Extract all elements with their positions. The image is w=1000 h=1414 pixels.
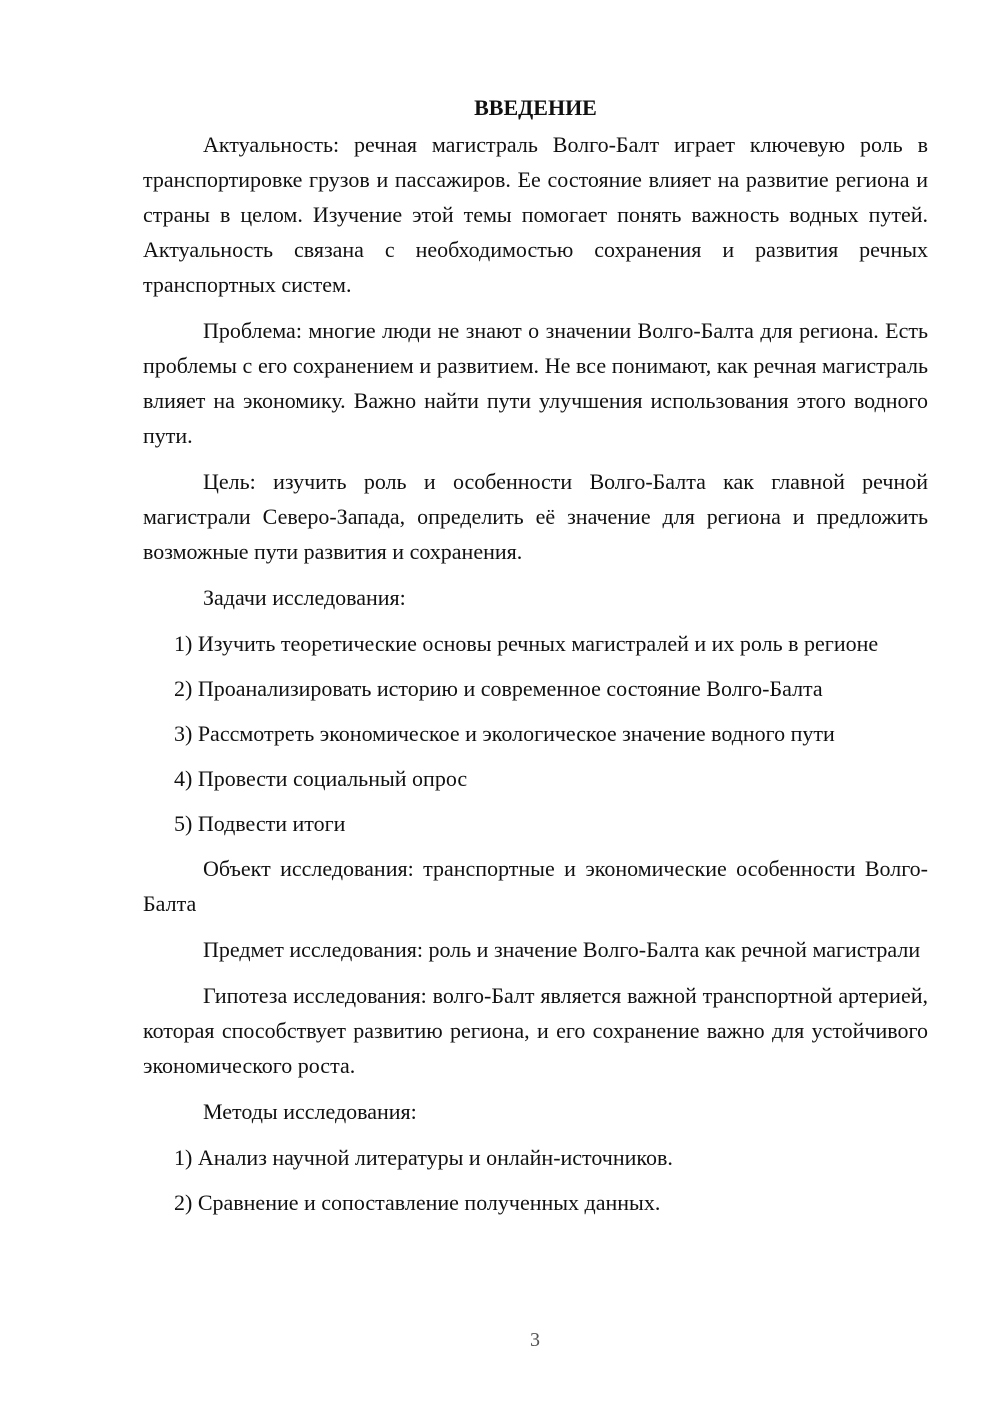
paragraph-hypothesis: Гипотеза исследования: волго-Балт является важной транспортной артерией, которая способствует развитию региона, и его сохранение важно для устойчивого экономического роста.: [143, 983, 928, 1078]
list-item: 1) Анализ научной литературы и онлайн-источников.: [174, 1145, 673, 1170]
paragraph-relevance: Актуальность: речная магистраль Волго-Балт играет ключевую роль в транспортировке грузов и пассажиров. Ее состояние влияет на развитие региона и страны в целом. Изучение этой темы помогает понять важность водных путей. Актуальность связана с необходимостью сохранения и развития речных транспортных систем.: [143, 132, 928, 297]
list-item: 1) Изучить теоретические основы речных магистралей и их роль в регионе: [174, 631, 879, 656]
list-item: 5) Подвести итоги: [174, 811, 346, 836]
paragraph-object: Объект исследования: транспортные и экономические особенности Волго-Балта: [143, 856, 928, 916]
list-item: 2) Сравнение и сопоставление полученных данных.: [174, 1190, 661, 1215]
tasks-heading: Задачи исследования:: [203, 585, 406, 610]
page-number: 3: [530, 1329, 540, 1351]
section-title: ВВЕДЕНИЕ: [474, 95, 597, 120]
paragraph-goal: Цель: изучить роль и особенности Волго-Балта как главной речной магистрали Северо-Запада, определить её значение для региона и предложить возможные пути развития и сохранения.: [143, 469, 928, 564]
tasks-list: [143, 626, 928, 841]
list-item: 2) Проанализировать историю и современное состояние Волго-Балта: [174, 676, 823, 701]
methods-list: [143, 1140, 928, 1220]
paragraph-problem: Проблема: многие люди не знают о значении Волго-Балта для региона. Есть проблемы с его сохранением и развитием. Не все понимают, как речная магистраль влияет на экономику. Важно найти пути улучшения использования этого водного пути.: [143, 318, 928, 448]
methods-heading: Методы исследования:: [203, 1099, 417, 1124]
paragraph-subject: Предмет исследования: роль и значение Волго-Балта как речной магистрали: [203, 937, 921, 962]
document-body: [143, 90, 928, 1230]
list-item: 4) Провести социальный опрос: [174, 766, 468, 791]
list-item: 3) Рассмотреть экономическое и экологическое значение водного пути: [174, 721, 835, 746]
